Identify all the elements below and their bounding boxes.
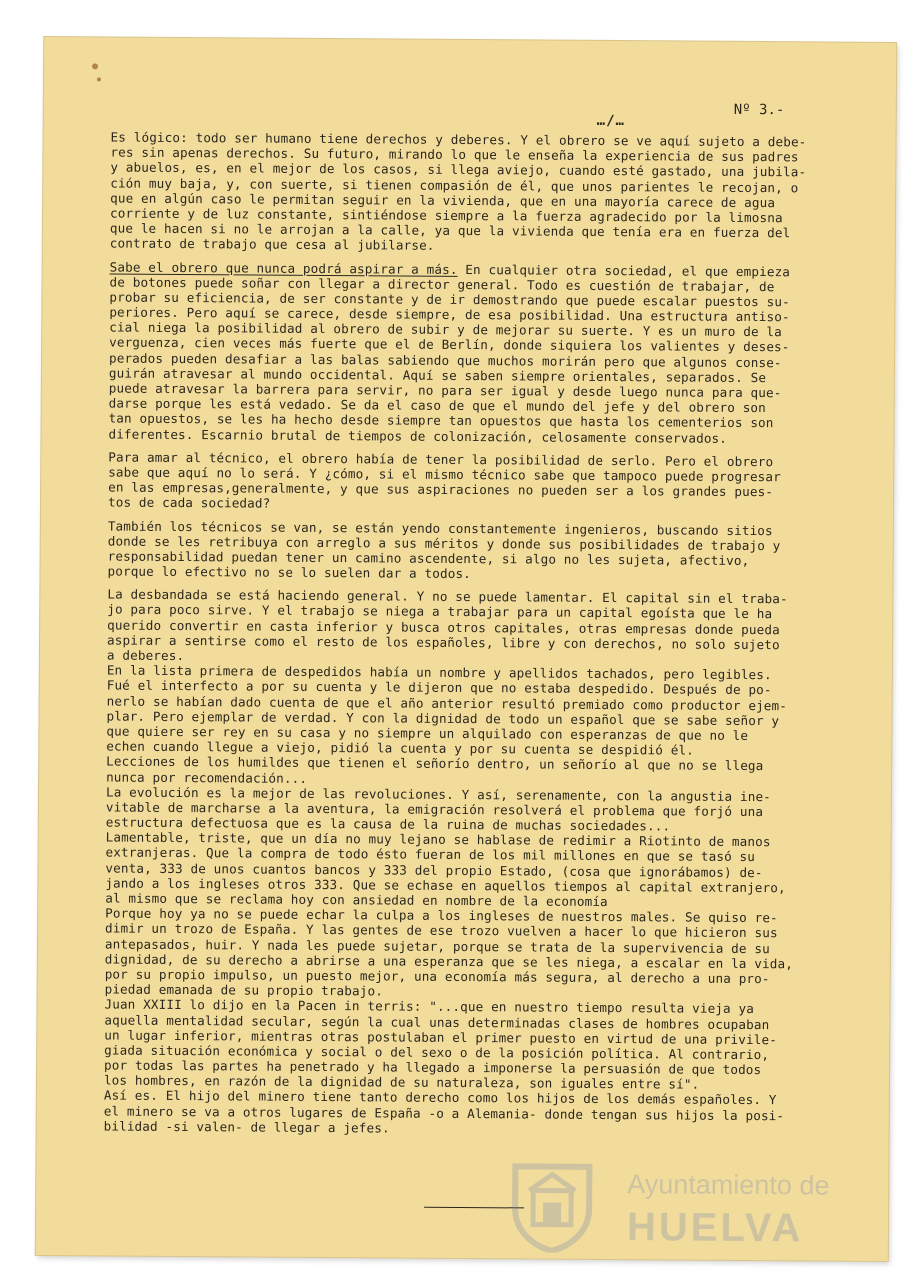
text-line: aquella mentalidad secular, según la cual unas determinadas clases de hombres ocupaban [104, 1011, 770, 1032]
page-number: Nº 3.- [733, 101, 785, 119]
text-line: aspirar a sentirse como el resto de los españoles, libre y con derechos, no solo sujeto [107, 632, 780, 653]
text-line: querido convertir en casta inferior y busca otros capitales, otras empresas donde pueda [107, 617, 780, 637]
archive-watermark [501, 1160, 882, 1258]
text-line: y abuelos, es, en el mejor de los casos, si llega aviejo, cuando esté gastado, una jubila- [110, 159, 807, 180]
text-line: estructura defectuosa que es la causa de la ruina de muchas sociedades... [105, 814, 671, 834]
foxing-spot [92, 63, 98, 69]
text-line: Porque hoy ya no se puede echar la culpa a los ingleses de nuestros males. Se quiso re- [105, 905, 778, 926]
text-line: tos de cada sociedad? [107, 494, 271, 511]
text-line: dimir un trozo de España. Y las gentes de ese trozo vuelven a hacer lo que hicieron sus [104, 920, 778, 941]
text-line: En la lista primera de despedidos había un nombre y apellidos tachados, pero legibles. [106, 662, 772, 683]
text-line: vitable de marcharse a la aventura, la emigración resolverá el problema que forjó una [105, 799, 764, 819]
foxing-spot [97, 77, 101, 81]
text-line: res sin apenas derechos. Su futuro, mirando lo que le enseña la experiencia de sus padres [110, 144, 799, 165]
text-line: La evolución es la mejor de las revoluciones. Y así, serenamente, con la angustia ine- [105, 784, 772, 804]
text-line: que quiere ser rey en su casa y no siempre un alquilado con esperanzas de que no le [106, 723, 749, 743]
text-line: extranjeras. Que la compra de todo ésto fueran de los mil millones en que se tasó su [105, 844, 756, 865]
paragraph-3 [108, 449, 838, 515]
continuation-mark: …/… [596, 112, 626, 130]
paragraph-4 [107, 518, 837, 584]
document-page [36, 37, 896, 1261]
text-line: ción muy baja, y, con suerte, si tienen compasión de él, que unos parientes le recojan, o [110, 175, 799, 195]
watermark-line-1: Ayuntamiento de [627, 1169, 830, 1201]
text-line: responsabilidad puedan tener un camino ascendente, si algo no les sujeta, afectivo, [107, 548, 750, 568]
text-line: en las empresas,generalmente, y que sus aspiraciones no pueden ser a los grandes pues- [108, 479, 774, 500]
text-line: Lecciones de los humildes que tienen el señorío dentro, un señorío al que no se llega [106, 753, 764, 774]
text-line: dignidad, de su derecho a abrirse a una esperanza que se les niega, a escalar en la vida, [104, 951, 794, 972]
text-line: cial niega la posibilidad al obrero de subir y de mejorar su suerte. Y es un muro de la [109, 319, 782, 340]
text-line: que en algún caso le permitan seguir en la vivienda, que en una mayoría carece de agua [110, 190, 776, 210]
city-shield-icon [509, 1160, 596, 1253]
text-line: que le hacen si no le arrojan a la calle, ya que la vivienda que tenía era en fuerza del [109, 220, 791, 241]
text-line: de botones puede soñar con llegar a director general. Todo es cuestión de trabajar, de [109, 274, 775, 294]
text-line: por todas las partes ha penetrado y ha llegado a imponerse la persuasión de que todos [104, 1057, 762, 1078]
text-line: tan opuestos, se les ha hecho desde siempre tan opuestos que hasta los cementerios son [108, 410, 774, 431]
text-line: Es lógico: todo ser humano tiene derechos y deberes. Y el obrero se ve aquí sujeto a debe- [110, 129, 807, 150]
text-line: plar. Pero ejemplar de verdad. Y con la dignidad de todo un español que se sabe señor y [106, 708, 780, 728]
text-line: el minero se va a otros lugares de España -o a Alemania- donde tengan sus hijos la posi- [103, 1103, 785, 1123]
text-line: Fué el interfecto a por su cuenta y le dijeron que no estaba despedido. Después de po- [106, 677, 772, 698]
text-line: a deberes. [106, 647, 185, 664]
text-line: venta, 333 de unos cuantos bancos y 333 del propio Estado, (cosa que ignorábamos) de- [105, 860, 763, 880]
text-line: Así es. El hijo del minero tiene tanto derecho como los hijos de los demás españoles. Y [103, 1087, 777, 1108]
text-line: perados pueden desafiar a las balas sabiendo que muchos morirán pero que algunos conse- [108, 350, 782, 370]
text-line: probar su eficiencia, de ser constante y de ir demostrando que puede escalar puestos su- [109, 289, 790, 310]
text-line: un lugar inferior, mientras otras postulaban el primer puesto en virtud de una privile- [104, 1027, 778, 1047]
paragraph-6 [104, 663, 837, 1139]
text-line: los hombres, en razón de la dignidad de su naturaleza, son iguales entre sí". [103, 1072, 700, 1092]
text-line: periores. Pero aquí se carece, desde siempre, de esa posibilidad. Una estructura antiso- [109, 304, 790, 325]
text-line: guirán atravesar al mundo occidental. Aquí se saben siempre orientales, separados. Se [108, 365, 767, 385]
letter-body [104, 130, 841, 1139]
text-line: piedad emanada de su propio trabajo. [104, 981, 384, 999]
text-line: jando a los ingleses otros 333. Que se echase en aquellos tiempos al capital extranjero, [105, 875, 786, 896]
text-line: jo para poco sirve. Y el trabajo se niega a trabajar para un capital egoísta que le ha [107, 601, 773, 622]
text-line: También los técnicos se van, se están yendo constantemente ingenieros, buscando sitios [107, 517, 773, 538]
text-line: corriente y de luz constante, sintiéndose siempre a la fuerza agradecido por la limosna [109, 205, 783, 226]
text-line: Para amar al técnico, el obrero había de tener la posibilidad de serlo. Pero el obrero [108, 449, 774, 469]
text-line: La desbandada se está haciendo general. Y no se puede lamentar. El capital sin el traba- [107, 586, 788, 607]
text-line: sabe que aquí no lo será. Y ¿cómo, si el mismo técnico sabe que tampoco puede progresar [108, 464, 781, 485]
text-line: verguenza, cien veces más fuerte que el de Berlín, donde siquiera los valientes y deses- [109, 334, 790, 355]
text-line: al mismo que se reclama hoy con ansiedad en nombre de la economía [105, 890, 608, 909]
text-line: puede atravesar la barrera para servir, no para ser igual y desde luego nunca para que- [108, 380, 782, 401]
text-line: antepasados, huir. Y nada les puede sujetar, porque se trata de la supervivencia de su [104, 936, 770, 956]
paragraph-2 [108, 259, 839, 446]
watermark-line-2: HUELVA [626, 1205, 804, 1251]
paragraph-1 [110, 130, 841, 257]
text-fragment: En cualquier otra sociedad, el que empieza [457, 261, 791, 279]
text-line: porque lo efectivo no se lo suelen dar a todos. [107, 563, 472, 582]
paragraph-5 [107, 587, 838, 668]
text-line: diferentes. Escarnio brutal de tiempos de colonización, celosamente conservados. [108, 426, 728, 446]
underlined-thesis: Sabe el obrero que nunca podrá aspirar a más. [109, 259, 458, 277]
text-line: echen cuando llegue a viejo, pidió la cuenta y por su cuenta se despidió él. [106, 738, 694, 758]
text-line: por su propio impulso, un puesto mejor, una economía más segura, al derecho a una pro- [104, 966, 770, 987]
text-line: giada situación económica y social o del sexo o de la posición política. Al contrario, [104, 1042, 770, 1063]
text-line: Juan XXIII lo dijo en la Pacen in terris: "...que en nuestro tiempo resulta vieja ya [104, 996, 755, 1017]
text-line: nerlo se habían dado cuenta de que el año anterior resultó premiado como productor ejem- [106, 693, 788, 713]
text-line: darse porque les está vedado. Se da el caso de que el mundo del jefe y del obrero son [108, 395, 766, 416]
text-line: contrato de trabajo que cesa al jubilarse. [109, 235, 435, 254]
text-line: Lamentable, triste, que un día no muy lejano se hablase de redimir a Riotinto de manos [105, 829, 771, 850]
text-line: bilidad -si valen- de llegar a jefes. [103, 1118, 390, 1136]
text-line: nunca por recomendación... [106, 768, 308, 786]
text-line: donde se les retribuya con arreglo a sus méritos y donde sus posibilidades de trabajo y [107, 533, 781, 553]
